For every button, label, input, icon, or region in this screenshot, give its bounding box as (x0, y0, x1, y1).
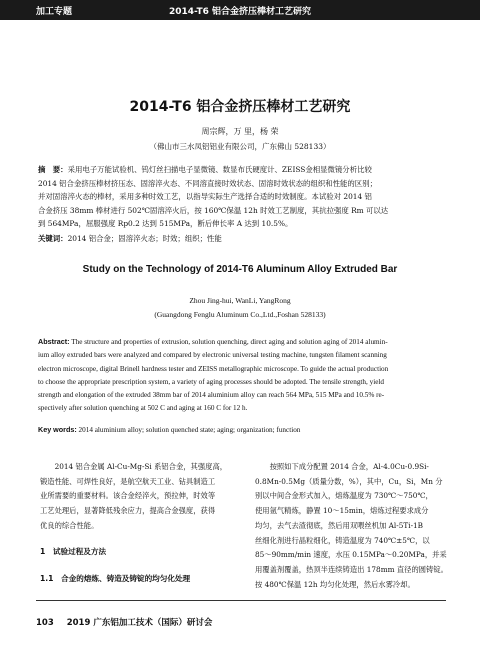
keywords-cn-text: 2014 铝合金；固溶淬火态；时效；组织；性能 (67, 234, 222, 243)
body-left-line: 工艺处理后，显著降低残余应力，提高合金强度，获得 (40, 506, 216, 516)
abstract-cn-line: 并对固溶淬火态的棒材，采用多种时效工艺，以指导实际生产选择合适的时效制度。本试验对 2014 铝 (38, 192, 372, 202)
abstract-en (38, 335, 448, 416)
body-right-line: 85～90mm/min 速度，水压 0.15MPa～0.20MPa，并采 (255, 550, 447, 560)
english-affiliation: (Guangdong Fenglu Aluminum Co.,Ltd.,Foshan 528133) (154, 310, 326, 319)
abstract-en-line: strength and elongation of the extruded 38mm bar of 2014 aluminium alloy can reach 564 MPa, 515 MPa and 10.5% re- (38, 391, 385, 400)
body-right-line: 0.8Mn-0.5Mg（质量分数，%），其中，Cu，Si，Mn 分 (255, 476, 443, 486)
body-left-line: 业所需要的重要材料。该合金经淬火，预拉伸，时效等 (40, 491, 216, 501)
affiliation: （佛山市三水凤铝铝业有限公司，广东佛山 528133） (149, 142, 331, 151)
body-right-line: 按照如下成分配置 2014 合金，Al-4.0Cu-0.9Si- (269, 462, 429, 471)
footer-divider (36, 600, 446, 601)
section-heading-1-1: 1.1 合金的熔炼、铸造及铸锭的均匀化处理 (40, 574, 191, 583)
body-left-line: 2014 铝合金属 Al-Cu-Mg-Si 系铝合金，其强度高， (54, 462, 228, 471)
keywords-en-label: Key words: (38, 425, 77, 434)
header-running-title: 2014-T6 铝合金挤压棒材工艺研究 (169, 7, 311, 17)
body-right-column (255, 460, 448, 592)
body-right-line: 使用氩气精炼，静置 10～15min，熔炼过程要求成分 (255, 506, 429, 516)
abstract-cn-label: 摘 要： (38, 165, 68, 174)
keywords-en (38, 423, 448, 438)
body-right-line: 别以中间合金形式加入，熔炼温度为 730℃～750℃， (255, 491, 433, 501)
abstract-cn-line: 2014 铝合金挤压棒材挤压态、固溶淬火态、不同溶直接时效状态、固溶时效状态的组织和性能的区别； (38, 178, 377, 188)
body-right-line: 丝细化剂进行晶粒细化，铸造温度为 740℃±5℃，以 (255, 535, 430, 545)
abstract-cn-line: 摘 要：采用电子万能试验机、钨灯丝扫描电子显微镜、数显布氏硬度计、ZEISS金相显微镜分析比较 (38, 165, 372, 174)
abstract-cn-line: 合金挤压 38mm 棒材进行 502℃固溶淬火后，按 160℃保温 12h 时效工艺制度，其抗拉强度 Rm 可以达 (38, 205, 389, 215)
abstract-en-line: electron microscope, digital Brinell hardness tester and ZEISS metallographic microscope. To guide the actual production (38, 364, 389, 373)
header-section: 加工专题 (36, 7, 73, 17)
body-left-line: 优良的综合性能。 (40, 520, 99, 530)
section-heading-1: 1 试验过程及方法 (40, 547, 107, 556)
body-right-line: 用覆盖剂覆盖，热顶半连续铸造出 178mm 直径的圆铸锭。 (255, 564, 448, 574)
running-header (0, 0, 480, 20)
abstract-cn-line: 到 564MPa，屈服强度 Rp0.2 达到 515MPa，断后伸长率 A 达到 10.5%。 (38, 219, 293, 229)
abstract-cn (38, 163, 448, 231)
abstract-en-label: Abstract: (38, 337, 70, 346)
abstract-en-line: ium alloy extruded bars were analyzed and compared by electronic universal testing machine, tungsten filament scanning (38, 351, 387, 360)
page-footer (36, 616, 212, 628)
english-title: Study on the Technology of 2014-T6 Aluminum Alloy Extruded Bar (82, 264, 398, 275)
abstract-en-line: spectively after solution quenching at 502 C and aging at 160 C for 12 h. (38, 404, 248, 413)
body-right-line: 按 480℃保温 12h 均匀化处理，然后水雾冷却。 (255, 579, 415, 589)
keywords-en-text: 2014 aluminium alloy; solution quenched state; aging; organization; function (78, 426, 301, 434)
english-authors: Zhou Jing-hui, WanLi, YangRong (189, 296, 291, 305)
abstract-en-line: Abstract: The structure and properties of extrusion, solution quenching, direct aging and solution aging of 2014 alumin- (38, 337, 388, 346)
body-left-column (40, 460, 233, 534)
body-right-line: 均匀，去气去渣彻底，然后用双喂丝机加 Al-5Ti-1B (255, 520, 424, 530)
keywords-cn (38, 232, 448, 246)
abstract-en-line: to choose the appropriate prescription system, a variety of aging processes should be adopted. The tensile strength, yield (38, 377, 384, 386)
keywords-cn-label: 关键词： (38, 234, 68, 243)
journal-name: 2019 广东铝加工技术（国际）研讨会 (66, 618, 213, 628)
paper-title: 2014-T6 铝合金挤压棒材工艺研究 (129, 99, 351, 115)
authors: 周宗辉，万 里，杨 荣 (201, 127, 279, 136)
body-left-line: 锻造性能、可焊性良好，是航空航天工业、钻具制造工 (40, 476, 216, 486)
page-number: 103 (36, 618, 54, 628)
